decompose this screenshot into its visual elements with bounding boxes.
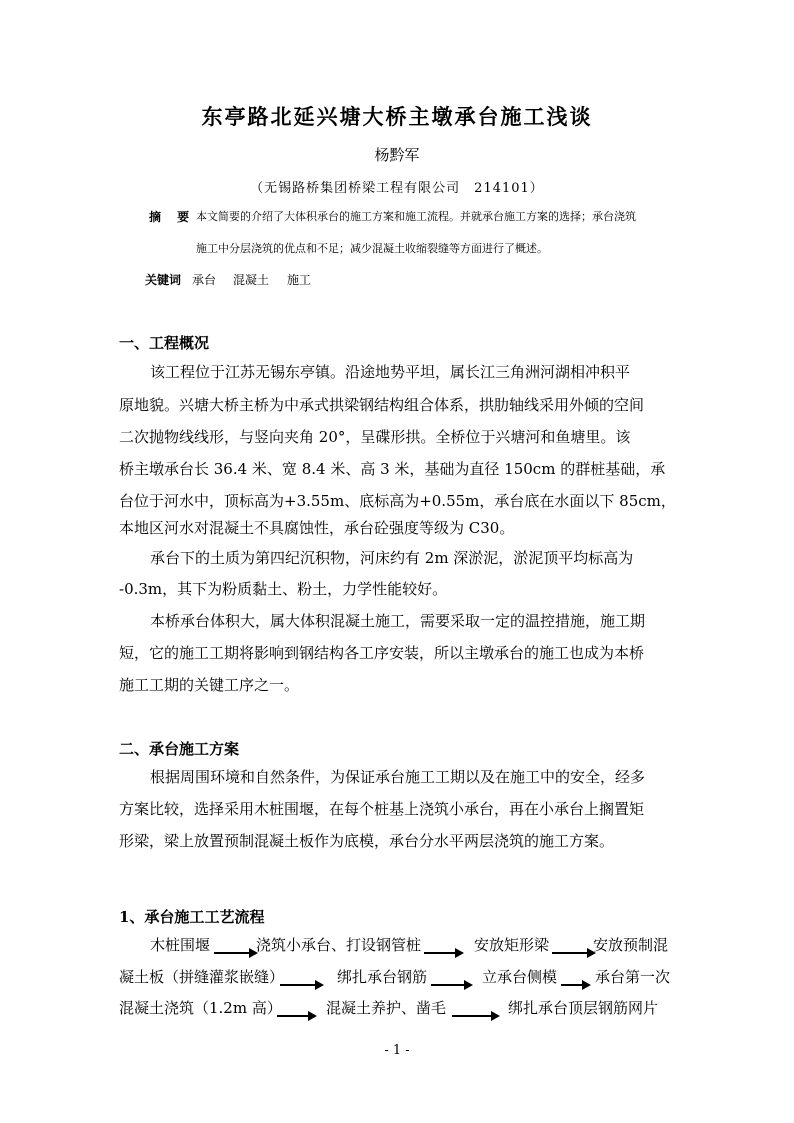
flow-step: 混凝土养护、凿毛 [326, 999, 447, 1017]
author-name: 杨黔军 [374, 146, 420, 164]
paragraph-line: 形梁，梁上放置预制混凝土板作为底模，承台分水平两层浇筑的施工方案。 [119, 832, 615, 850]
flow-step: 绑扎承台顶层钢筋网片 [508, 999, 659, 1017]
keyword-item: 承台 [192, 273, 217, 287]
flow-step: 绑扎承台钢筋 [337, 968, 428, 986]
paragraph-line: 二次抛物线线形，与竖向夹角 20°，呈碟形拱。全桥位于兴塘河和鱼塘里。该 [119, 428, 631, 446]
paragraph-line: 本桥承台体积大，属大体积混凝土施工，需要采取一定的温控措施，施工期 [150, 612, 646, 630]
document-title: 东亭路北延兴塘大桥主墩承台施工浅谈 [201, 104, 593, 129]
abstract-text-line: 本文简要的介绍了大体积承台的施工方案和施工流程。并就承台施工方案的选择；承台浇筑 [196, 210, 636, 223]
keyword-item: 混凝土 [233, 273, 270, 287]
flow-step: 立承台侧模 [482, 968, 558, 986]
flow-arrow-icon [561, 984, 589, 986]
flow-row [119, 997, 679, 1021]
paragraph-line: 施工工期的关键工序之一。 [119, 676, 300, 694]
flow-step: 浇筑小承台、打设钢管桩 [256, 936, 422, 954]
section-heading: 二、承台施工方案 [119, 740, 240, 758]
paragraph-line: 原地貌。兴塘大桥主桥为中承式拱梁钢结构组合体系，拱肋轴线采用外倾的空间 [119, 396, 645, 414]
author-affiliation: （无锡路桥集团桥梁工程有限公司 214101） [250, 181, 544, 196]
keyword-item: 施工 [287, 273, 312, 287]
flow-step: 安放预制混 [593, 936, 669, 954]
subsection-heading: 1、承台施工工艺流程 [119, 908, 265, 926]
paragraph-line: 短，它的施工工期将影响到钢结构各工序安装，所以主墩承台的施工也成为本桥 [119, 644, 645, 662]
flow-row [119, 966, 679, 990]
paragraph-line: 桥主墩承台长 36.4 米、宽 8.4 米、高 3 米，基础为直径 150cm 的群桩基础，承 [119, 460, 666, 478]
flow-step: 承台第一次 [595, 968, 671, 986]
flow-step: 凝土板（拼缝灌浆嵌缝） [119, 968, 285, 986]
flow-arrow-icon [277, 1015, 315, 1017]
flow-step: 安放矩形梁 [474, 936, 550, 954]
keywords-label: 关键词 [145, 273, 182, 287]
abstract-label: 摘 要 [149, 210, 196, 224]
flow-arrow-icon [280, 984, 322, 986]
paragraph-line: 方案比较，选择采用木桩围堰，在每个桩基上浇筑小承台，再在小承台上搁置矩 [119, 800, 645, 818]
flow-arrow-icon [431, 984, 471, 986]
flow-arrow-icon [552, 952, 594, 954]
paragraph-line: 根据周围环境和自然条件，为保证承台施工工期以及在施工中的安全，经多 [150, 768, 646, 786]
flow-step: 混凝土浇筑（1.2m 高） [119, 999, 282, 1017]
flow-row [119, 934, 679, 958]
page-number: - 1 - [384, 1043, 410, 1058]
paragraph-line: 台位于河水中，顶标高为+3.55m、底标高为+0.55m，承台底在水面以下 85cm， [119, 492, 676, 510]
flow-arrow-icon [424, 952, 462, 954]
flow-arrow-icon [452, 1015, 498, 1017]
flow-step: 木桩围堰 [150, 936, 211, 954]
section-heading: 一、工程概况 [119, 334, 210, 352]
paragraph-line: -0.3m，其下为粉质黏土、粉土，力学性能较好。 [119, 580, 448, 598]
abstract-text-line: 施工中分层浇筑的优点和不足；减少混凝土收缩裂缝等方面进行了概述。 [196, 242, 548, 255]
paragraph-line: 承台下的土质为第四纪沉积物，河床约有 2m 深淤泥，淤泥顶平均标高为 [150, 549, 634, 567]
flow-arrow-icon [214, 952, 256, 954]
paragraph-line: 本地区河水对混凝土不具腐蚀性，承台砼强度等级为 C30。 [119, 519, 515, 537]
paragraph-line: 该工程位于江苏无锡东亭镇。沿途地势平坦，属长江三角洲河湖相冲积平 [150, 363, 631, 381]
